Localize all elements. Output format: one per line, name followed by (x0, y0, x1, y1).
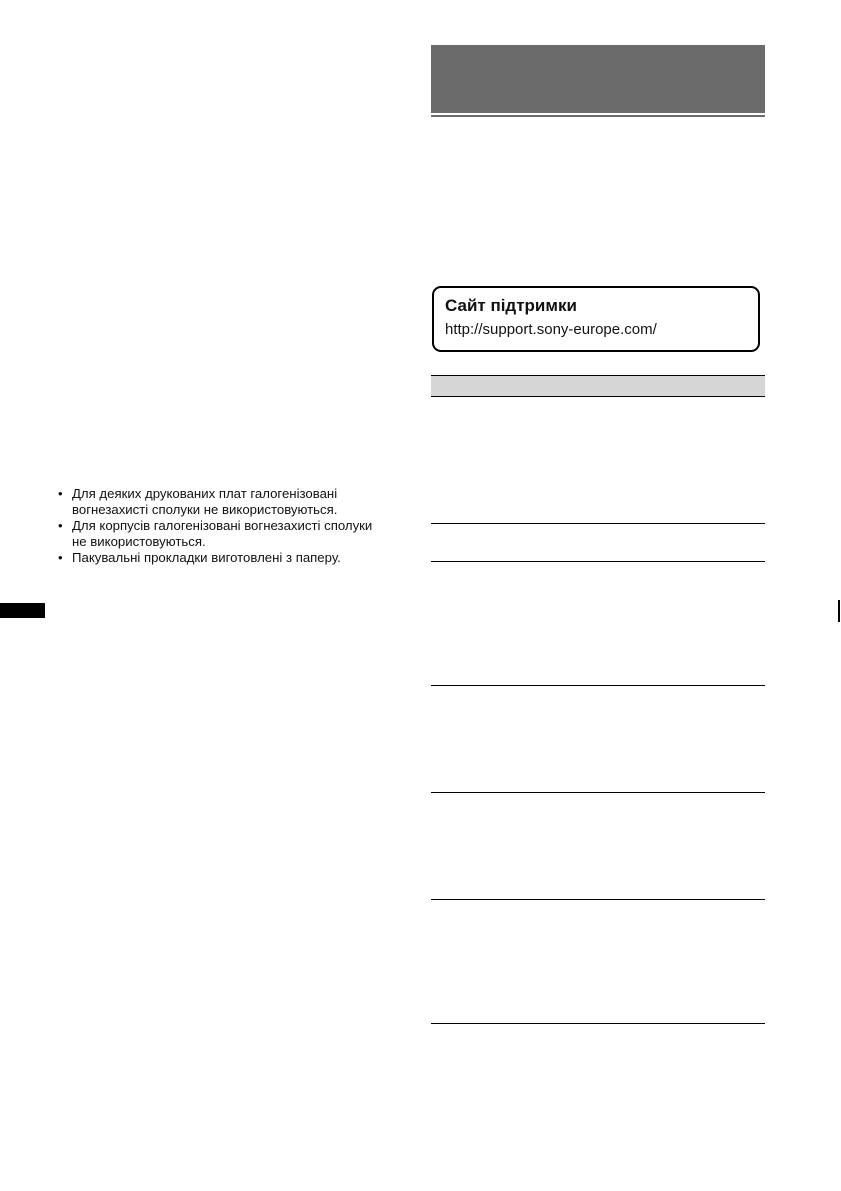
table-divider (431, 899, 765, 900)
language-tab-marker (0, 603, 45, 618)
list-item-text: Пакувальні прокладки виготовлені з паперу. (72, 550, 341, 565)
support-site-url[interactable]: http://support.sony-europe.com/ (445, 321, 657, 338)
support-site-title: Сайт підтримки (445, 296, 577, 315)
list-item-text: Для деяких друкованих плат галогенізовані вогнезахисті сполуки не використовуються. (72, 486, 338, 517)
list-item (58, 550, 378, 566)
list-item (58, 518, 378, 550)
section-header-band (431, 45, 765, 115)
list-item (58, 486, 378, 518)
list-item-text: Для корпусів галогенізовані вогнезахисті сполуки не використовуються. (72, 518, 373, 549)
eco-notes-list (58, 486, 378, 566)
table-divider (431, 561, 765, 562)
table-header-bar (431, 375, 765, 397)
bullet-icon: • (58, 486, 63, 501)
table-divider (431, 523, 765, 524)
page-edge-marker (838, 600, 840, 622)
table-divider (431, 1023, 765, 1024)
bullet-icon: • (58, 550, 63, 565)
table-divider (431, 685, 765, 686)
table-divider (431, 792, 765, 793)
bullet-icon: • (58, 518, 63, 533)
support-site-box (432, 286, 760, 352)
